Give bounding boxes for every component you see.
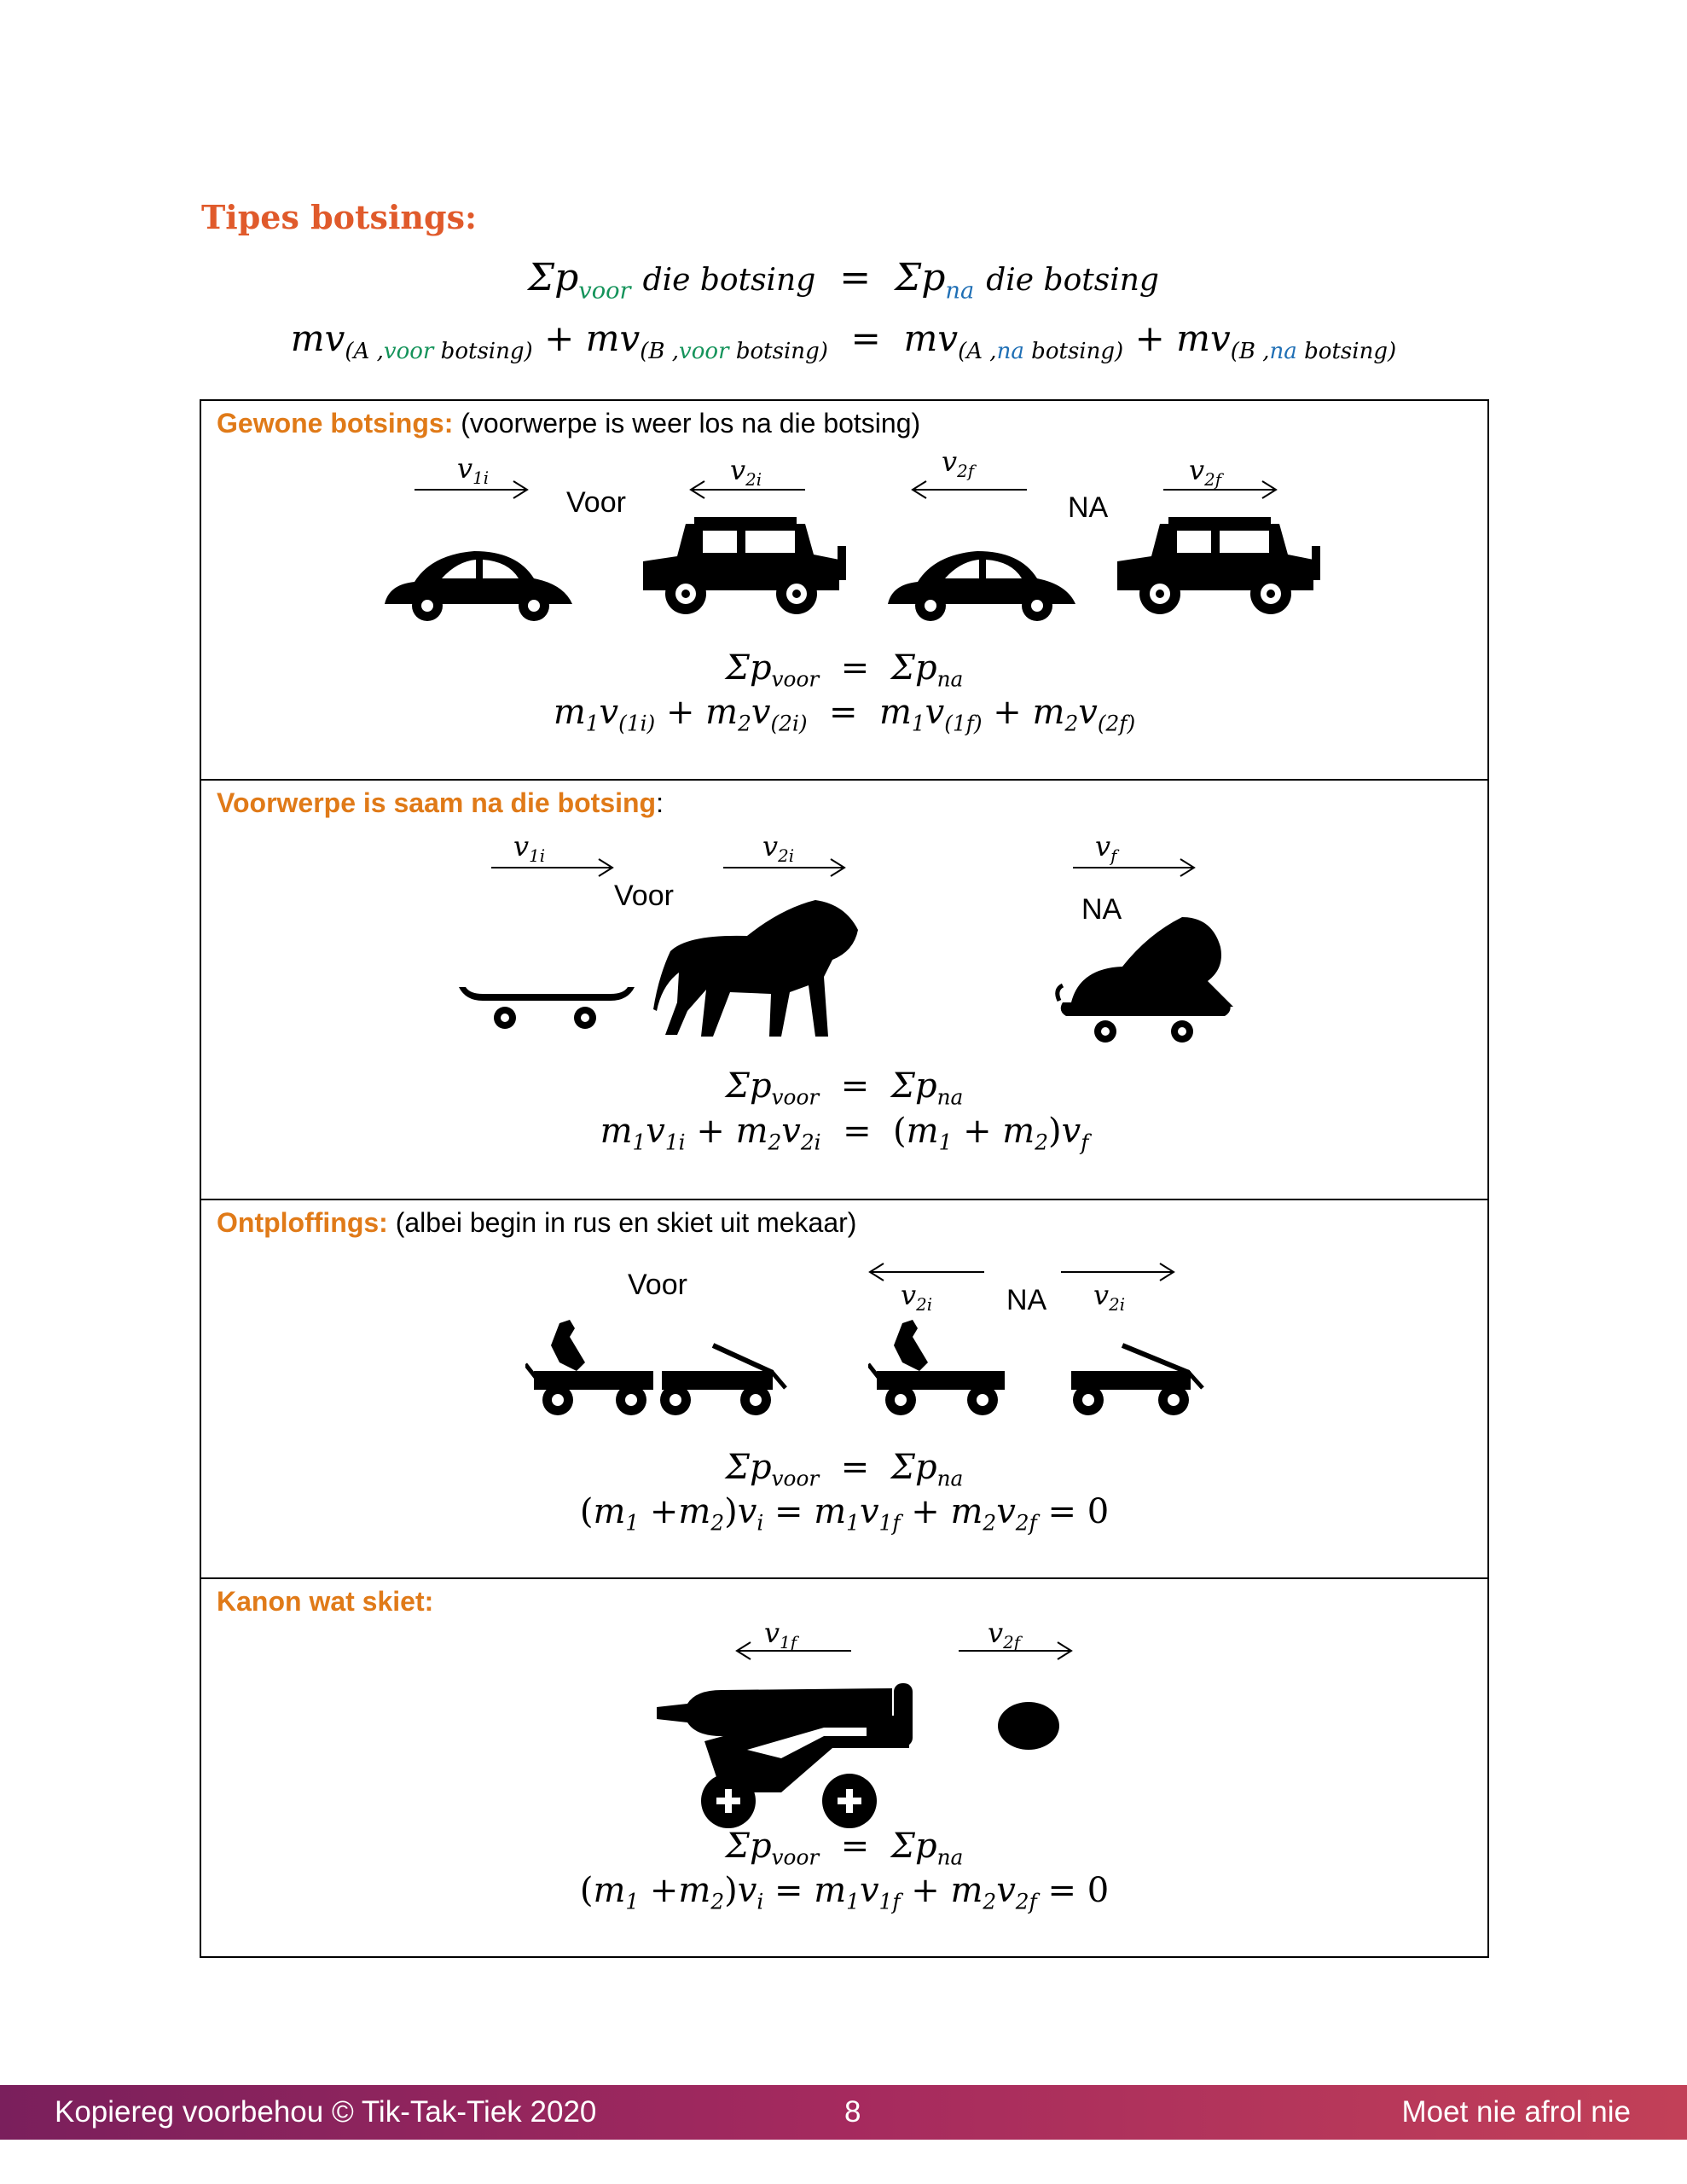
right-arrow-icon	[490, 857, 617, 878]
header-equation-1	[0, 256, 1687, 305]
section-heading	[217, 787, 664, 819]
mv: mv	[585, 317, 641, 359]
formula-momentum-sum: $\Sigma p_{voor} = \Sigma p_{na}$	[725, 1448, 964, 1491]
plus: +	[544, 317, 575, 359]
beetle-car-icon	[884, 537, 1080, 623]
formula-momentum-sum: $\Sigma p_{voor} = \Sigma p_{na}$	[725, 1066, 964, 1110]
section-inelastic-collisions	[200, 779, 1489, 1200]
voor-label: Voor	[566, 486, 626, 519]
velocity-label: $v_{2i}$	[762, 830, 795, 866]
sum-p-symbol: Σp	[528, 256, 579, 299]
footer-bar	[0, 2085, 1687, 2140]
die-botsing-text: die botsing	[642, 263, 816, 298]
cannon-icon	[653, 1682, 935, 1835]
a-part: (A ,	[958, 339, 997, 365]
formula-momentum-sum: $\Sigma p_{voor} = \Sigma p_{na}$	[725, 1827, 964, 1870]
section-heading	[217, 408, 920, 439]
lion-on-skateboard-icon	[1054, 900, 1242, 1054]
voor-label: Voor	[614, 880, 674, 912]
a-part: (A ,	[345, 339, 384, 365]
heading-text: Ontploffings:	[217, 1207, 388, 1238]
velocity-label: $v_{2f}$	[1189, 454, 1222, 490]
right-arrow-icon	[413, 479, 532, 500]
left-arrow-icon	[733, 1641, 853, 1661]
velocity-label: $v_f$	[1095, 830, 1117, 866]
heading-subtitle: (voorwerpe is weer los na die botsing)	[453, 408, 921, 439]
jeep-icon	[1109, 512, 1322, 614]
voor-label: Voor	[628, 1269, 687, 1301]
die-botsing-text: die botsing	[986, 263, 1159, 298]
b-part: (B ,	[640, 339, 680, 365]
heading-text: Gewone botsings:	[217, 408, 454, 439]
velocity-label: $v_{2i}$	[1093, 1279, 1126, 1315]
velocity-label: $v_{1i}$	[513, 830, 546, 866]
heading-subtitle: (albei begin in rus en skiet uit mekaar)	[387, 1207, 857, 1238]
mv: mv	[903, 317, 959, 359]
na: na	[996, 339, 1024, 365]
header-equation-2	[0, 317, 1687, 364]
formula-elastic: $m_1v_{(1i)} + m_2v_{(2i)} = m_1v_{(1f)} + m_2v_{(2f)}$	[553, 693, 1136, 736]
plus: +	[1134, 317, 1165, 359]
formula-cannon: $(m_1 +m_2)v_i = m_1v_{1f} + m_2v_{2f} = 0$	[579, 1871, 1110, 1914]
velocity-label: $v_{2f}$	[988, 1617, 1021, 1653]
right-arrow-icon	[957, 1641, 1076, 1661]
section-cannon	[200, 1577, 1489, 1958]
na-label: NA	[1068, 491, 1109, 524]
velocity-label: $v_{2f}$	[942, 445, 975, 481]
velocity-label: $v_{1f}$	[764, 1617, 797, 1653]
wagon-icon	[1063, 1311, 1208, 1422]
equals: =	[839, 256, 872, 299]
botsing: botsing)	[433, 339, 533, 365]
beetle-car-icon	[380, 537, 577, 623]
dog-wagon-icon	[868, 1311, 1022, 1422]
na-label: NA	[1081, 893, 1122, 926]
sum-p-symbol: Σp	[895, 256, 946, 299]
voor: voor	[383, 339, 434, 365]
velocity-label: $v_{2i}$	[901, 1279, 933, 1315]
section-heading	[217, 1586, 433, 1618]
botsing: botsing)	[1023, 339, 1124, 365]
section-elastic-collisions	[200, 399, 1489, 781]
mv: mv	[290, 317, 345, 359]
heading-subtitle: :	[656, 787, 664, 818]
botsing: botsing)	[1296, 339, 1397, 365]
dog-wagons-icon	[525, 1311, 790, 1422]
right-arrow-icon	[1162, 479, 1281, 500]
equals: =	[850, 317, 881, 359]
formula-explosion: $(m_1 +m_2)v_i = m_1v_{1f} + m_2v_{2f} = 0$	[579, 1492, 1110, 1536]
na: na	[1269, 339, 1297, 365]
b-part: (B ,	[1230, 339, 1270, 365]
cannonball-icon	[994, 1699, 1063, 1753]
copyright-text: Kopiereg voorbehou © Tik-Tak-Tiek 2020	[55, 2095, 597, 2129]
section-explosions	[200, 1199, 1489, 1579]
voor-label: voor	[578, 277, 631, 305]
mv: mv	[1176, 317, 1231, 359]
page-number: 8	[844, 2095, 861, 2129]
left-arrow-icon	[909, 479, 1029, 500]
skateboard-icon	[457, 977, 636, 1037]
heading-text: Voorwerpe is saam na die botsing	[217, 787, 657, 818]
page-title: Tipes botsings:	[201, 198, 477, 236]
na-label: NA	[1006, 1284, 1047, 1316]
velocity-label: $v_{1i}$	[457, 452, 490, 488]
velocity-label: $v_{2i}$	[730, 454, 762, 490]
footer-note: Moet nie afrol nie	[1401, 2095, 1631, 2129]
formula-inelastic: $m_1v_{1i} + m_2v_{2i} = (m_1 + m_2)v_f$	[600, 1112, 1089, 1155]
voor: voor	[679, 339, 729, 365]
right-arrow-icon	[1071, 857, 1199, 878]
na-label: na	[945, 277, 975, 305]
lion-icon	[653, 892, 867, 1045]
left-arrow-icon	[687, 479, 807, 500]
section-heading	[217, 1207, 856, 1239]
botsing: botsing)	[728, 339, 828, 365]
jeep-icon	[635, 512, 848, 614]
right-arrow-icon	[722, 857, 849, 878]
formula-momentum-sum: $\Sigma p_{voor} = \Sigma p_{na}$	[725, 648, 964, 692]
heading-text: Kanon wat skiet:	[217, 1586, 434, 1617]
